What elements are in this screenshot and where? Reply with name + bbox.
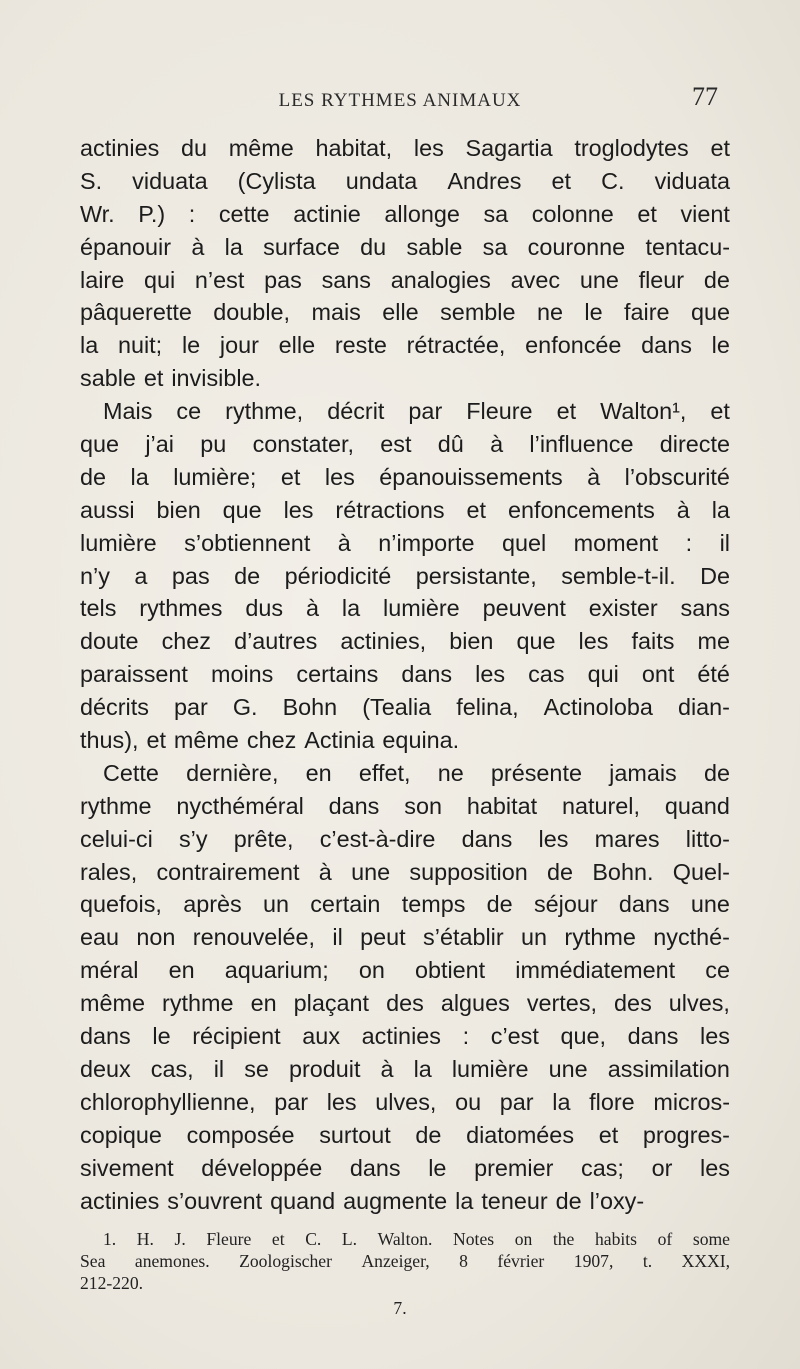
text-line: Cette dernière, en effet, ne présente jamais de xyxy=(103,759,730,786)
text-line: pâquerette double, mais elle semble ne le faire que xyxy=(80,299,730,326)
text-line: deux cas, il se produit à la lumière une assimilation xyxy=(80,1055,730,1082)
text-line: rythme nycthéméral dans son habitat naturel, quand xyxy=(80,792,730,819)
text-line: doute chez d’autres actinies, bien que les faits me xyxy=(80,628,730,655)
text-line: copique composée surtout de diatomées et progres- xyxy=(80,1121,730,1148)
text-line: dans le récipient aux actinies : c’est que, dans les xyxy=(80,1023,730,1050)
text-line: rales, contrairement à une supposition de Bohn. Quel- xyxy=(80,858,730,885)
text-line: Wr. P.) : cette actinie allonge sa colonne et vient xyxy=(80,200,730,227)
text-line: sable et invisible. xyxy=(80,365,262,392)
text-line: laire qui n’est pas sans analogies avec une fleur de xyxy=(80,266,730,293)
footnote-line: 212-220. xyxy=(80,1273,144,1293)
text-line: actinies du même habitat, les Sagartia troglodytes et xyxy=(80,135,730,161)
text-line: eau non renouvelée, il peut s’établir un rythme nycthé- xyxy=(80,924,730,951)
text-line: que j’ai pu constater, est dû à l’influence directe xyxy=(80,431,730,458)
text-line: méral en aquarium; on obtient immédiatement ce xyxy=(80,957,730,984)
text-line: tels rythmes dus à la lumière peuvent exister sans xyxy=(80,595,730,622)
text-line: n’y a pas de périodicité persistante, semble-t-il. De xyxy=(80,562,730,589)
footnote-line: Sea anemones. Zoologischer Anzeiger, 8 février 1907, t. XXXI, xyxy=(80,1251,730,1271)
page-number: 77 xyxy=(692,82,718,111)
text-line: thus), et même chez Actinia equina. xyxy=(80,727,460,754)
page-header xyxy=(0,82,800,122)
text-line: S. viduata (Cylista undata Andres et C. viduata xyxy=(80,167,730,194)
running-title: LES RYTHMES ANIMAUX xyxy=(278,90,522,111)
text-line: même rythme en plaçant des algues vertes, des ulves, xyxy=(80,990,730,1017)
text-line: de la lumière; et les épanouissements à l’obscurité xyxy=(80,463,730,490)
text-line: aussi bien que les rétractions et enfoncements à la xyxy=(80,496,730,523)
text-line: chlorophyllienne, par les ulves, ou par la flore micros- xyxy=(80,1088,730,1115)
text-line: épanouir à la surface du sable sa couronne tentacu- xyxy=(80,233,730,260)
text-line: paraissent moins certains dans les cas qui ont été xyxy=(80,661,730,688)
text-line: actinies s’ouvrent quand augmente la teneur de l’oxy- xyxy=(80,1187,645,1214)
text-line: la nuit; le jour elle reste rétractée, enfoncée dans le xyxy=(80,332,730,359)
body-text xyxy=(80,132,730,1217)
text-line: Mais ce rythme, décrit par Fleure et Walton¹, et xyxy=(103,398,730,425)
text-line: quefois, après un certain temps de séjour dans une xyxy=(80,891,730,918)
text-line: celui-ci s’y prête, c’est-à-dire dans les mares litto- xyxy=(80,825,730,852)
text-line: lumière s’obtiennent à n’importe quel moment : il xyxy=(80,529,730,556)
signature-mark: 7. xyxy=(393,1298,407,1318)
footnote xyxy=(80,1228,730,1294)
text-line: décrits par G. Bohn (Tealia felina, Actinoloba dian- xyxy=(80,694,730,721)
text-line: sivement développée dans le premier cas; or les xyxy=(80,1154,730,1181)
footnote-line: 1. H. J. Fleure et C. L. Walton. Notes on the habits of some xyxy=(103,1229,730,1249)
